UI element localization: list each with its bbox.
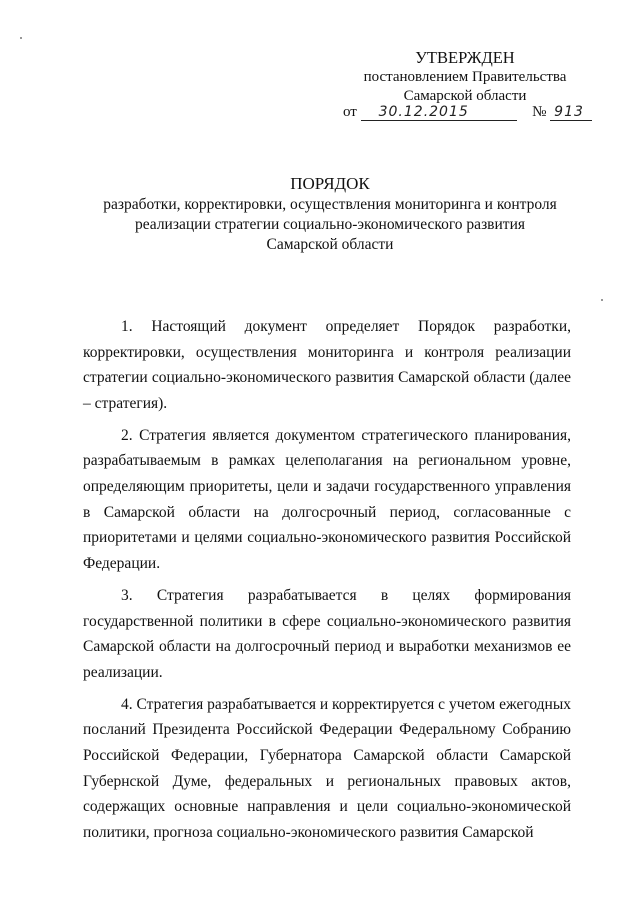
document-subtitle-line-2: реализации стратегии социально-экономического развития bbox=[134, 216, 525, 233]
number-prefix: № bbox=[532, 104, 547, 120]
approval-date-number-row bbox=[343, 104, 592, 121]
document-subtitle-line-3: Самарской области bbox=[266, 236, 394, 253]
approval-title: УТВЕРЖДЕН bbox=[415, 48, 515, 67]
paragraph-2: 2. Стратегия является документом стратегического планирования, разрабатываемым в рамках целеполагания на региональном уровне, определяющим приоритеты, цели и задачи государственного управления в Самарской области на долгосрочный период, согласованные с приоритетами и целями социально-экономического развития Российской Федерации. bbox=[83, 426, 571, 572]
paragraph-4: 4. Стратегия разрабатывается и корректируется с учетом ежегодных посланий Президента Российской Федерации Федеральному Собранию Российской Федерации, Губернатора Самарской области Самарской Губернской Думе, федеральных и региональных правовых актов, содержащих основные направления и цели социально-экономической политики, прогноза социально-экономического развития Самарской bbox=[83, 695, 571, 841]
document-heading: ПОРЯДОК bbox=[290, 174, 370, 193]
handwritten-date: 30.12.2015 bbox=[361, 104, 517, 121]
approval-line-2: Самарской области bbox=[403, 88, 527, 104]
paragraph-3: 3. Стратегия разрабатывается в целях формирования государственной политики в сфере социально-экономического развития Самарской области на долгосрочный период и выработки механизмов ее реализации. bbox=[83, 586, 571, 681]
document-subtitle-line-1: разработки, корректировки, осуществления мониторинга и контроля bbox=[103, 196, 557, 213]
paragraph-1: 1. Настоящий документ определяет Порядок разработки, корректировки, осуществления мониторинга и контроля реализации стратегии социально-экономического развития Самарской области (далее – стратегия). bbox=[83, 318, 571, 412]
date-prefix: от bbox=[343, 104, 357, 120]
handwritten-number: 913 bbox=[550, 104, 592, 121]
approval-block bbox=[340, 48, 590, 107]
document-body bbox=[83, 314, 571, 852]
approval-line-1: постановлением Правительства bbox=[363, 68, 567, 85]
document-title-block bbox=[60, 174, 600, 255]
